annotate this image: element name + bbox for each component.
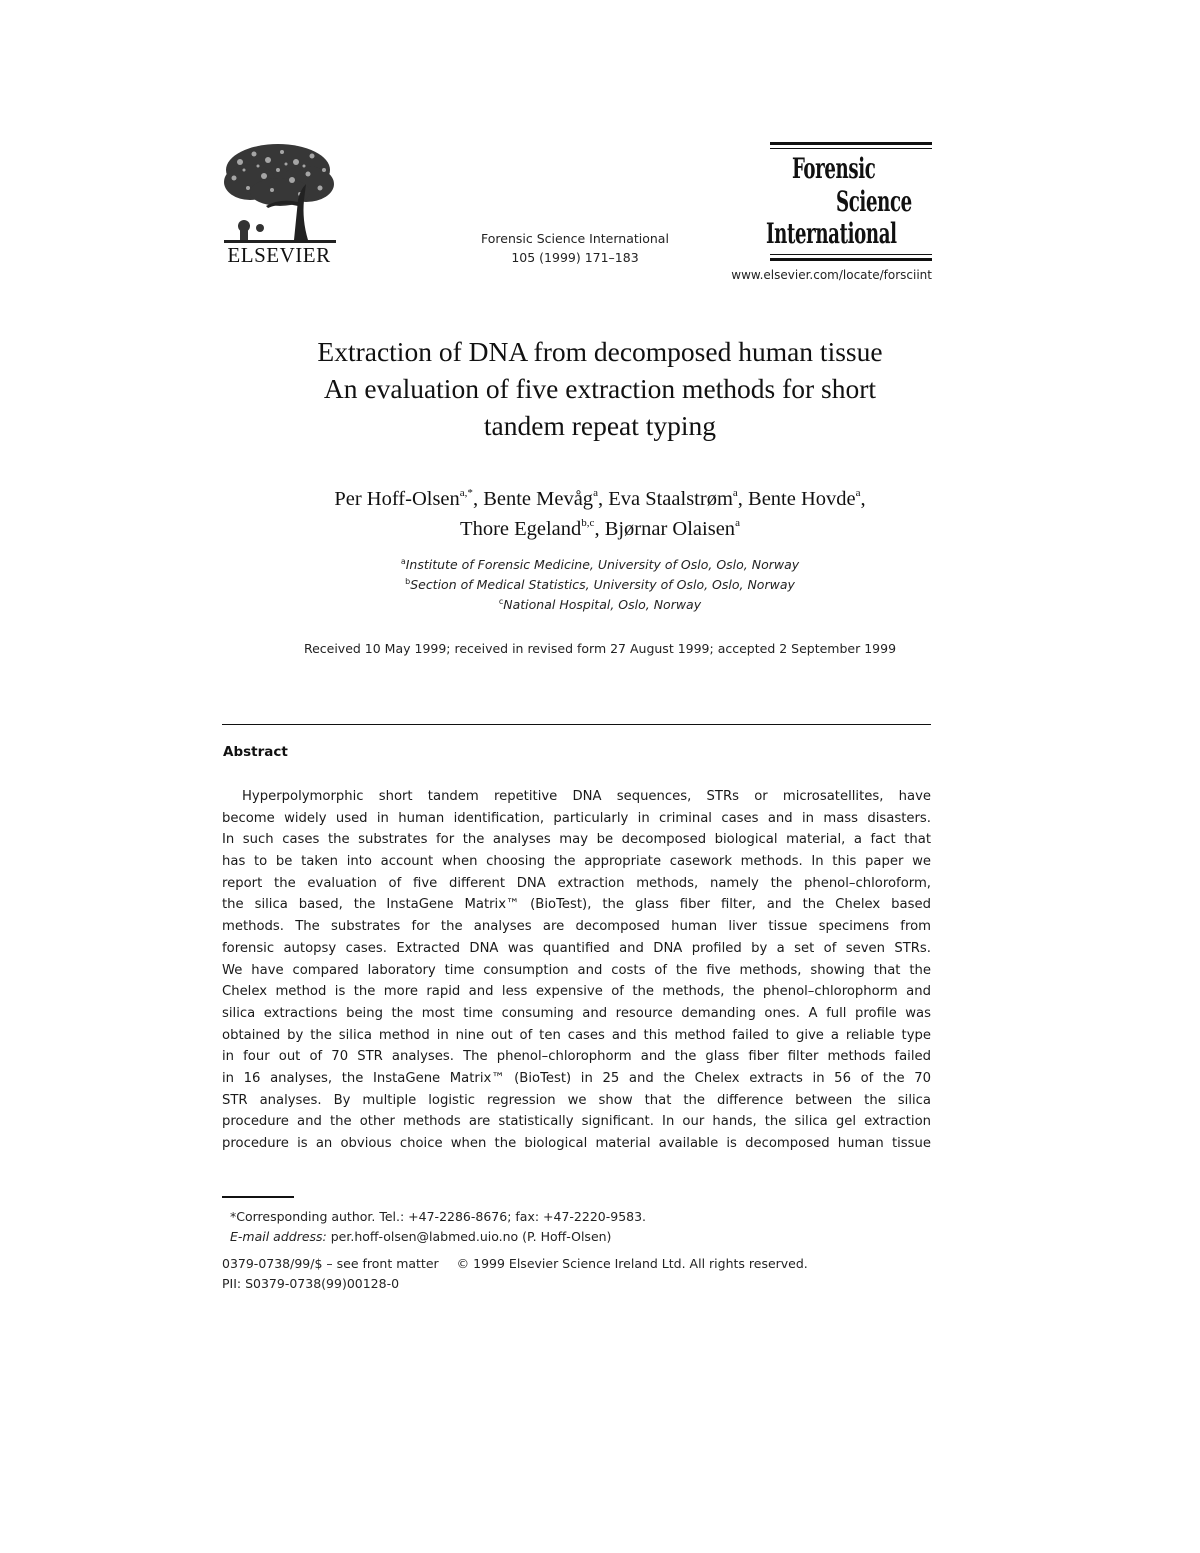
logo-rule	[770, 148, 932, 149]
abstract-line: in four out of 70 STR analyses. The phenol–chlorophorm and the glass fiber filter methods failed	[222, 1049, 931, 1065]
abstract-line: Chelex method is the more rapid and less expensive of the methods, the phenol–chlorophorm and	[222, 984, 931, 1000]
logo-word-science: Science	[836, 185, 912, 218]
abstract-line: forensic autopsy cases. Extracted DNA was quantified and DNA profiled by a set of seven STRs.	[222, 940, 931, 956]
affiliation-mark: a	[400, 557, 406, 566]
footnote-divider	[222, 1196, 294, 1198]
title-line: An evaluation of five extraction methods for short	[323, 373, 877, 404]
abstract-body	[222, 786, 931, 1155]
abstract-heading: Abstract	[223, 744, 288, 760]
author-affiliation-mark: b,c	[581, 517, 595, 529]
article-title	[180, 333, 1020, 444]
abstract-line: Hyperpolymorphic short tandem repetitive DNA sequences, STRs or microsatellites, have	[242, 789, 931, 804]
abstract-line: In such cases the substrates for the analyses may be decomposed biological material, a fact that	[222, 832, 931, 848]
affiliation-item	[180, 555, 1020, 575]
author-name: Bjørnar Olaisen	[604, 518, 736, 540]
section-divider	[222, 724, 931, 725]
journal-url-link[interactable]: www.elsevier.com/locate/forsciint	[731, 268, 932, 282]
issn-text: 0379-0738/99/$ – see front matter	[222, 1256, 439, 1271]
author-separator: ,	[597, 488, 609, 510]
affiliation-text: Institute of Forensic Medicine, University of Oslo, Oslo, Norway	[405, 557, 800, 572]
abstract-line: methods. The substrates for the analyses are decomposed human liver tissue specimens from	[222, 919, 931, 935]
author-affiliation-mark: a	[593, 487, 598, 499]
author-name: Per Hoff-Olsen	[334, 488, 460, 510]
logo-word-international: International	[766, 217, 897, 250]
abstract-line: We have compared laboratory time consumption and costs of the five methods, showing that the	[222, 962, 931, 978]
pii-text: PII: S0379-0738(99)00128-0	[222, 1276, 400, 1291]
journal-citation	[455, 229, 695, 267]
corresponding-author-note: *Corresponding author. Tel.: +47-2286-8676; fax: +47-2220-9583.	[230, 1209, 647, 1224]
abstract-line: procedure is an obvious choice when the biological material available is decomposed human tissue	[222, 1136, 931, 1151]
author-name: Bente Mevåg	[483, 488, 594, 510]
abstract-line: silica extractions being the most time consuming and resource demanding ones. A full profile was	[222, 1005, 931, 1021]
abstract-line: the silica based, the InstaGene Matrix™ (BioTest), the glass fiber filter, and the Chelex based	[222, 897, 931, 913]
author-separator: ,	[472, 488, 484, 510]
abstract-line: STR analyses. By multiple logistic regression we show that the difference between the silica	[222, 1092, 931, 1108]
logo-rule	[770, 254, 932, 255]
affiliation-item	[180, 575, 1020, 595]
author-affiliation-mark: a	[855, 487, 861, 499]
affiliation-item	[180, 595, 1020, 615]
footnote	[230, 1207, 930, 1247]
abstract-line: report the evaluation of five different DNA extraction methods, namely the phenol–chloroform,	[222, 875, 931, 891]
email-note	[230, 1227, 930, 1247]
logo-word-forensic: Forensic	[792, 152, 876, 185]
elsevier-wordmark: ELSEVIER	[227, 243, 331, 267]
affiliations	[180, 555, 1020, 615]
author-affiliation-mark: a	[732, 487, 738, 499]
author-separator: ,	[594, 518, 605, 540]
author-separator: ,	[860, 488, 866, 510]
affiliation-text: National Hospital, Oslo, Norway	[503, 597, 702, 612]
author-line-2	[180, 514, 1020, 544]
affiliation-mark: c	[498, 597, 504, 606]
abstract-line: procedure and the other methods are statistically significant. In our hands, the silica gel extraction	[222, 1114, 931, 1130]
journal-logo	[766, 140, 932, 264]
author-affiliation-mark: a	[735, 517, 740, 529]
author-name: Eva Staalstrøm	[608, 488, 733, 510]
journal-volume-pages: 105 (1999) 171–183	[511, 250, 639, 265]
email-address-link[interactable]: per.hoff-olsen@labmed.uio.no (P. Hoff-Olsen)	[326, 1229, 612, 1244]
received-dates: Received 10 May 1999; received in revised form 27 August 1999; accepted 2 September 1999	[303, 641, 897, 656]
abstract-line: in 16 analyses, the InstaGene Matrix™ (BioTest) in 25 and the Chelex extracts in 56 of the 70	[222, 1070, 931, 1086]
abstract-line: obtained by the silica method in nine out of ten cases and this method failed to give a reliable type	[222, 1027, 931, 1043]
author-separator: ,	[737, 488, 749, 510]
title-line: tandem repeat typing	[483, 410, 717, 441]
rights-text: © 1999 Elsevier Science Ireland Ltd. All rights reserved.	[456, 1256, 808, 1271]
affiliation-text: Section of Medical Statistics, University of Oslo, Oslo, Norway	[410, 577, 795, 592]
author-line-1	[180, 484, 1020, 514]
abstract-line: has to be taken into account when choosing the appropriate casework methods. In this paper we	[222, 854, 931, 870]
author-list	[180, 484, 1020, 544]
author-affiliation-mark: a,*	[459, 487, 473, 499]
abstract-line: become widely used in human identification, particularly in criminal cases and in mass disasters.	[222, 810, 931, 826]
author-name: Bente Hovde	[748, 488, 856, 510]
affiliation-mark: b	[405, 577, 411, 586]
copyright-line	[222, 1254, 931, 1274]
title-line: Extraction of DNA from decomposed human tissue	[317, 336, 883, 367]
copyright-notice	[222, 1254, 931, 1294]
author-name: Thore Egeland	[460, 518, 582, 540]
journal-name: Forensic Science International	[481, 231, 669, 246]
email-label: E-mail address:	[230, 1229, 327, 1244]
logo-rule	[770, 142, 932, 145]
logo-rule	[770, 258, 932, 261]
